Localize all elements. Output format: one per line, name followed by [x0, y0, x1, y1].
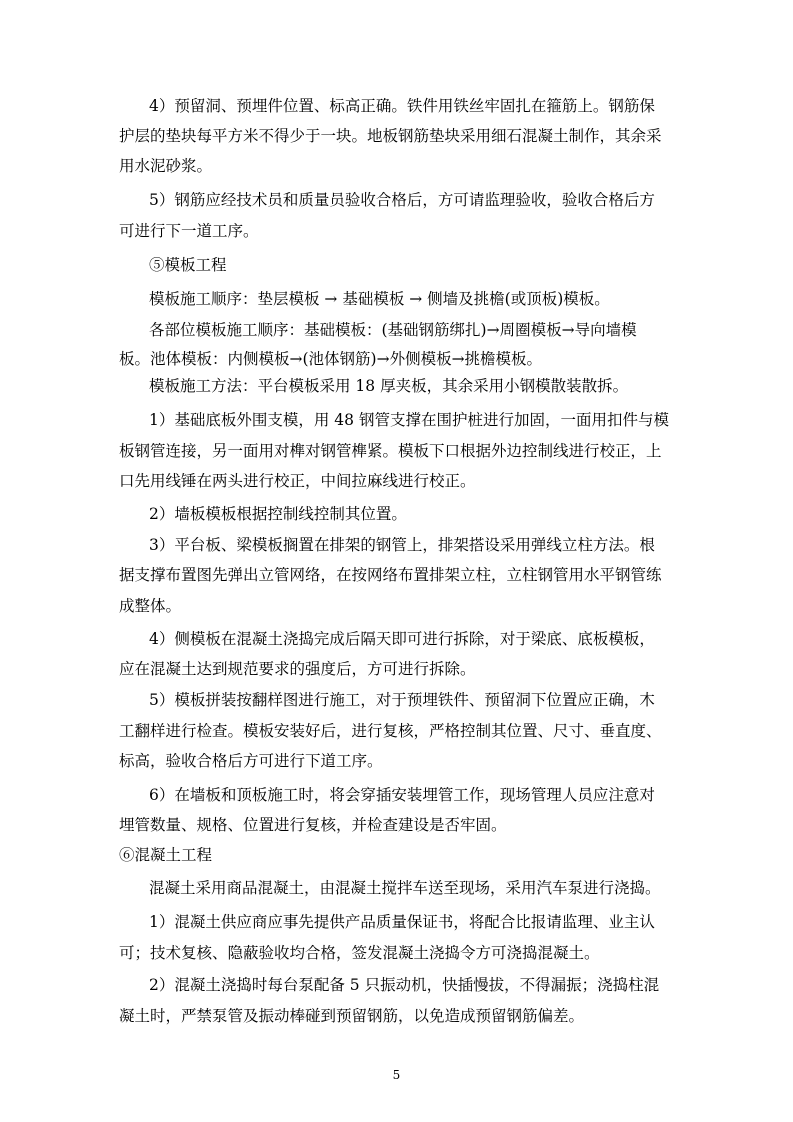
text-line: 1）基础底板外围支模，用 48 钢管支撑在围护桩进行加固，一面用扣件与模: [149, 411, 669, 429]
text-line: 3）平台板、梁模板搁置在排架的钢管上，排架搭设采用弹线立柱方法。根: [149, 536, 655, 554]
text-line: 2）墙板模板根据控制线控制其位置。: [149, 505, 407, 523]
text-line: 模板施工方法：平台模板采用 18 厚夹板，其余采用小钢模散装散拆。: [149, 377, 629, 395]
text-line: 5）钢筋应经技术员和质量员验收合格后，方可请监理验收，验收合格后方: [149, 191, 655, 209]
text-line: 2）混凝土浇捣时每台泵配备 5 只振动机，快插慢拔，不得漏振；浇捣柱混: [149, 976, 660, 994]
text-line: 5）模板拼装按翻样图进行施工，对于预埋铁件、预留洞下位置应正确，木: [149, 691, 655, 709]
text-line: 可；技术复核、隐蔽验收均合格，签发混凝土浇捣令方可浇捣混凝土。: [119, 944, 600, 962]
text-line: 4）侧模板在混凝土浇捣完成后隔天即可进行拆除，对于梁底、底板模板，: [149, 630, 655, 648]
text-line: 护层的垫块每平方米不得少于一块。地板钢筋垫块采用细石混凝土制作，其余采: [119, 127, 662, 145]
text-line: 标高，验收合格后方可进行下道工序。: [119, 752, 383, 770]
text-line: 凝土时，严禁泵管及振动棒碰到预留钢筋，以免造成预留钢筋偏差。: [119, 1007, 585, 1025]
text-line: 工翻样进行检查。模板安装好后，进行复核，严格控制其位置、尺寸、垂直度、: [119, 722, 662, 740]
section-heading: ⑤模板工程: [149, 256, 227, 274]
text-line: 埋管数量、规格、位置进行复核，并检查建设是否牢固。: [119, 816, 507, 834]
text-line: 据支撑布置图先弹出立管网络，在按网络布置排架立柱，立柱钢管用水平钢管练: [119, 566, 662, 584]
text-line: 混凝土采用商品混凝土，由混凝土搅拌车送至现场，采用汽车泵进行浇捣。: [149, 879, 661, 897]
section-heading: ⑥混凝土工程: [119, 846, 213, 864]
text-line: 各部位模板施工顺序：基础模板：(基础钢筋绑扎)→周圈模板→导向墙模: [149, 321, 637, 339]
text-line: 成整体。: [119, 597, 182, 615]
text-line: 可进行下一道工序。: [119, 222, 259, 240]
text-line: 用水泥砂浆。: [119, 157, 213, 175]
text-line: 应在混凝土达到规范要求的强度后，方可进行拆除。: [119, 660, 476, 678]
text-line: 1）混凝土供应商应事先提供产品质量保证书，将配合比报请监理、业主认: [149, 913, 655, 931]
text-line: 模板施工顺序：垫层模板 → 基础模板 → 侧墙及挑檐(或顶板)模板。: [149, 290, 610, 308]
text-line: 板钢管连接，另一面用对榫对钢管榫紧。模板下口根据外边控制线进行校正，上: [119, 442, 662, 460]
text-line: 4）预留洞、预埋件位置、标高正确。铁件用铁丝牢固扎在箍筋上。钢筋保: [149, 97, 655, 115]
text-line: 板。池体模板：内侧模板→(池体钢筋)→外侧模板→挑檐模板。: [119, 350, 543, 368]
text-line: 6）在墙板和顶板施工时，将会穿插安装埋管工作，现场管理人员应注意对: [149, 786, 655, 804]
text-line: 口先用线锤在两头进行校正，中间拉麻线进行校正。: [119, 472, 476, 490]
page-number: 5: [392, 1068, 401, 1082]
